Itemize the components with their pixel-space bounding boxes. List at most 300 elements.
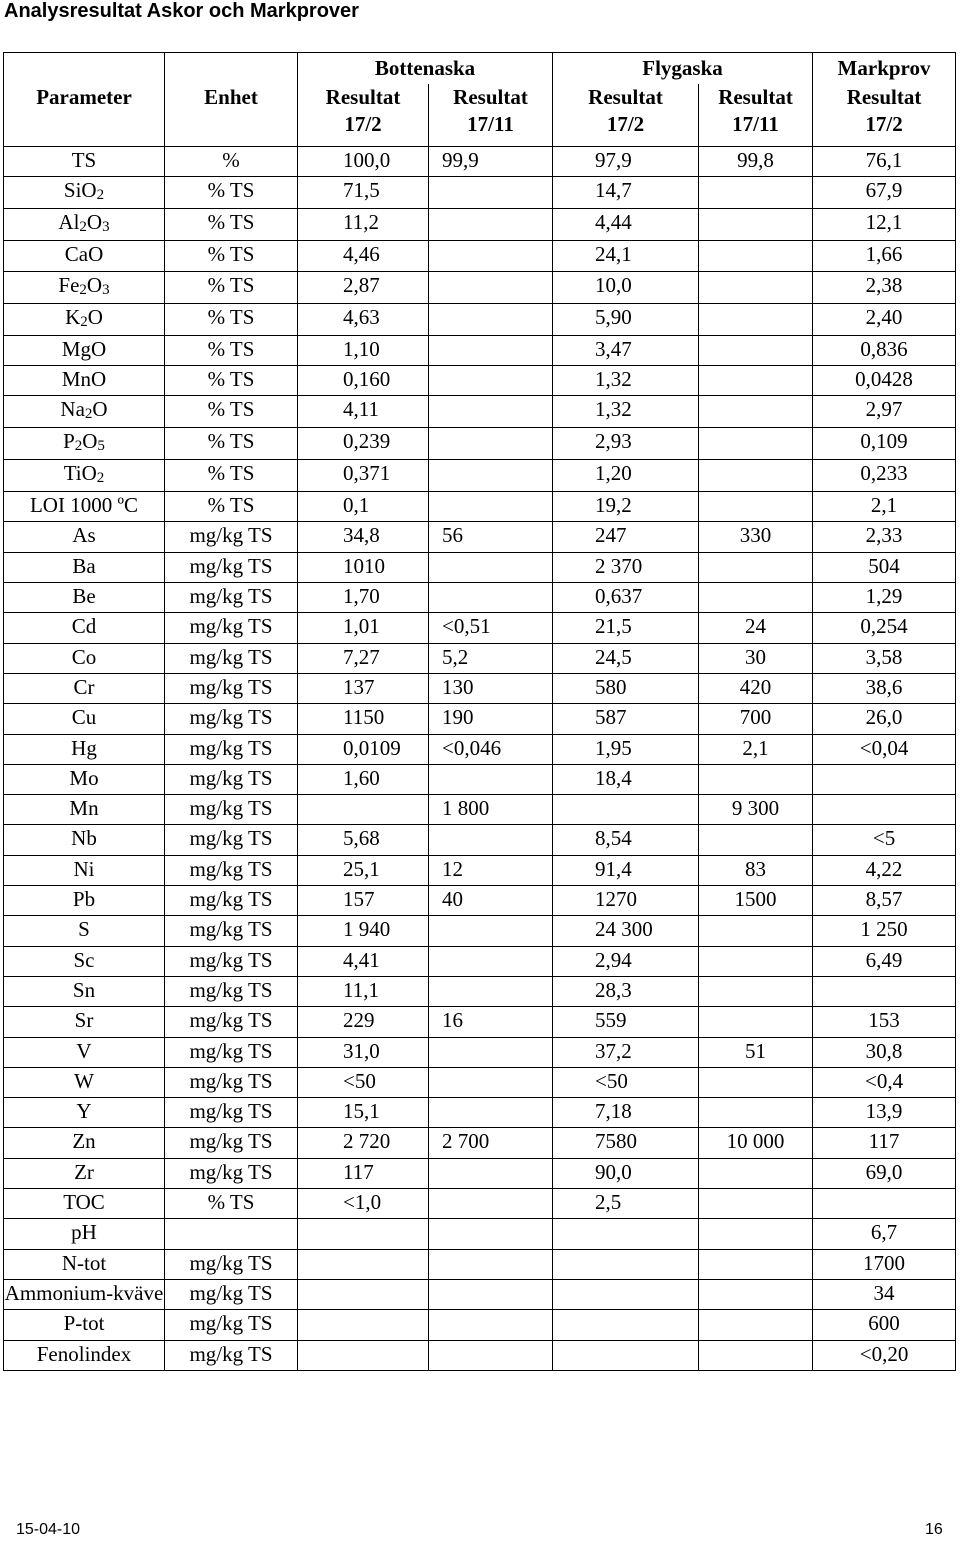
cell-unit: mg/kg TS [165,946,298,976]
cell-parameter: Sr [4,1007,165,1037]
cell-unit: % TS [165,396,298,428]
cell-parameter: Ni [4,855,165,885]
cell-bottenaska-17-11: <0,046 [429,734,553,764]
cell-flygaska-17-11 [699,1067,813,1097]
table-body [4,147,956,1371]
cell-bottenaska-17-2: 4,41 [298,946,429,976]
cell-flygaska-17-11 [699,177,813,209]
cell-markprov-17-2 [813,795,956,825]
cell-unit: % TS [165,303,298,335]
table-row [4,1249,956,1279]
cell-flygaska-17-11: 24 [699,613,813,643]
cell-flygaska-17-11 [699,1007,813,1037]
table-row [4,1007,956,1037]
cell-parameter: Cu [4,704,165,734]
cell-markprov-17-2: 2,1 [813,492,956,522]
cell-parameter: SiO$_2$ [4,177,165,209]
cell-markprov-17-2: 1 250 [813,916,956,946]
table-row [4,271,956,303]
cell-flygaska-17-11: 51 [699,1037,813,1067]
group-markprov: Markprov [813,53,956,85]
cell-bottenaska-17-11: 40 [429,886,553,916]
cell-bottenaska-17-2: 1,10 [298,335,429,365]
table-row [4,177,956,209]
table-header [4,53,956,147]
cell-bottenaska-17-2: 0,0109 [298,734,429,764]
cell-markprov-17-2: <0,20 [813,1340,956,1370]
cell-flygaska-17-2: 1,32 [553,396,699,428]
cell-markprov-17-2: 3,58 [813,643,956,673]
cell-parameter: LOI 1000 ºC [4,492,165,522]
cell-markprov-17-2: 0,109 [813,428,956,460]
cell-unit: mg/kg TS [165,1037,298,1067]
cell-markprov-17-2: 0,836 [813,335,956,365]
cell-flygaska-17-2 [553,1340,699,1370]
table-row [4,396,956,428]
cell-bottenaska-17-11 [429,365,553,395]
cell-flygaska-17-2 [553,1249,699,1279]
cell-markprov-17-2: 2,97 [813,396,956,428]
cell-bottenaska-17-11 [429,1310,553,1340]
table-row [4,886,956,916]
cell-flygaska-17-2: 91,4 [553,855,699,885]
cell-flygaska-17-2: 10,0 [553,271,699,303]
cell-unit: % TS [165,335,298,365]
table-row [4,795,956,825]
cell-flygaska-17-2: 24 300 [553,916,699,946]
cell-flygaska-17-2: <50 [553,1067,699,1097]
cell-parameter: Ba [4,552,165,582]
cell-markprov-17-2 [813,764,956,794]
cell-bottenaska-17-2 [298,1340,429,1370]
cell-flygaska-17-2: 8,54 [553,825,699,855]
cell-markprov-17-2: 2,38 [813,271,956,303]
cell-bottenaska-17-11 [429,428,553,460]
cell-flygaska-17-11 [699,241,813,271]
cell-markprov-17-2: 30,8 [813,1037,956,1067]
table-row [4,1279,956,1309]
cell-flygaska-17-2: 1,32 [553,365,699,395]
cell-parameter: $Na_2O$ [4,396,165,428]
cell-flygaska-17-2: 2,94 [553,946,699,976]
cell-bottenaska-17-11: 130 [429,673,553,703]
cell-unit: % TS [165,1189,298,1219]
cell-flygaska-17-2: 14,7 [553,177,699,209]
cell-markprov-17-2: 2,40 [813,303,956,335]
header-bottenaska-17-11: Resultat 17/11 [429,84,553,147]
cell-bottenaska-17-11 [429,241,553,271]
cell-bottenaska-17-11: 12 [429,855,553,885]
cell-flygaska-17-11 [699,1249,813,1279]
cell-bottenaska-17-2: <1,0 [298,1189,429,1219]
cell-flygaska-17-2: 28,3 [553,976,699,1006]
cell-parameter: Y [4,1098,165,1128]
cell-markprov-17-2: 153 [813,1007,956,1037]
cell-parameter: As [4,522,165,552]
cell-unit: mg/kg TS [165,795,298,825]
cell-flygaska-17-11 [699,1189,813,1219]
table-row [4,209,956,241]
cell-unit: mg/kg TS [165,1279,298,1309]
cell-unit: mg/kg TS [165,1128,298,1158]
cell-parameter: N-tot [4,1249,165,1279]
cell-flygaska-17-2: 37,2 [553,1037,699,1067]
header-markprov-17-2: Resultat 17/2 [813,84,956,147]
table-row [4,613,956,643]
cell-bottenaska-17-2: 11,2 [298,209,429,241]
cell-unit: mg/kg TS [165,825,298,855]
cell-bottenaska-17-2: 2 720 [298,1128,429,1158]
cell-bottenaska-17-11 [429,335,553,365]
table-row [4,428,956,460]
cell-markprov-17-2: <0,04 [813,734,956,764]
cell-unit: mg/kg TS [165,976,298,1006]
cell-flygaska-17-2: 19,2 [553,492,699,522]
cell-parameter: Be [4,583,165,613]
table-row [4,734,956,764]
cell-bottenaska-17-2: 1,70 [298,583,429,613]
table-row [4,1098,956,1128]
cell-markprov-17-2: 34 [813,1279,956,1309]
cell-unit: mg/kg TS [165,764,298,794]
cell-bottenaska-17-2: 157 [298,886,429,916]
table-row [4,492,956,522]
cell-unit: mg/kg TS [165,1249,298,1279]
cell-flygaska-17-2: 7,18 [553,1098,699,1128]
cell-markprov-17-2: 13,9 [813,1098,956,1128]
cell-bottenaska-17-2: 1150 [298,704,429,734]
cell-bottenaska-17-2: 34,8 [298,522,429,552]
cell-parameter: Sc [4,946,165,976]
cell-bottenaska-17-11 [429,552,553,582]
cell-flygaska-17-11: 83 [699,855,813,885]
cell-parameter: MnO [4,365,165,395]
cell-bottenaska-17-11 [429,583,553,613]
cell-flygaska-17-2 [553,1219,699,1249]
cell-bottenaska-17-2: 5,68 [298,825,429,855]
table-row [4,365,956,395]
table-row [4,1219,956,1249]
cell-bottenaska-17-11 [429,1037,553,1067]
cell-unit: mg/kg TS [165,704,298,734]
cell-bottenaska-17-2: 1 940 [298,916,429,946]
cell-markprov-17-2: 117 [813,1128,956,1158]
cell-flygaska-17-11 [699,428,813,460]
table-row [4,303,956,335]
cell-flygaska-17-2: 0,637 [553,583,699,613]
cell-flygaska-17-11 [699,1310,813,1340]
cell-bottenaska-17-11 [429,1249,553,1279]
cell-markprov-17-2: 67,9 [813,177,956,209]
cell-flygaska-17-11 [699,1098,813,1128]
cell-unit: % [165,147,298,177]
table-row [4,1340,956,1370]
cell-unit: mg/kg TS [165,734,298,764]
table-row [4,673,956,703]
cell-bottenaska-17-11 [429,271,553,303]
cell-unit: mg/kg TS [165,916,298,946]
cell-markprov-17-2: <0,4 [813,1067,956,1097]
cell-bottenaska-17-11: 190 [429,704,553,734]
cell-parameter: $P_2O_5$ [4,428,165,460]
header-flygaska-17-11: Resultat 17/11 [699,84,813,147]
cell-bottenaska-17-11: 99,9 [429,147,553,177]
cell-flygaska-17-11 [699,209,813,241]
cell-flygaska-17-11 [699,1340,813,1370]
table-row [4,855,956,885]
cell-parameter: TiO$_2$ [4,460,165,492]
cell-bottenaska-17-11 [429,1279,553,1309]
cell-flygaska-17-2: 21,5 [553,613,699,643]
cell-bottenaska-17-11: 56 [429,522,553,552]
cell-parameter: S [4,916,165,946]
cell-markprov-17-2: 600 [813,1310,956,1340]
cell-flygaska-17-2 [553,795,699,825]
cell-bottenaska-17-2: 11,1 [298,976,429,1006]
cell-flygaska-17-11: 420 [699,673,813,703]
cell-markprov-17-2: 1700 [813,1249,956,1279]
cell-flygaska-17-11 [699,916,813,946]
cell-unit: % TS [165,241,298,271]
cell-unit: % TS [165,428,298,460]
cell-flygaska-17-2: 559 [553,1007,699,1037]
cell-parameter: $Fe_2O_3$ [4,271,165,303]
header-bottenaska-17-2: Resultat 17/2 [298,84,429,147]
cell-flygaska-17-2: 1,20 [553,460,699,492]
cell-markprov-17-2: 1,66 [813,241,956,271]
cell-unit: mg/kg TS [165,1158,298,1188]
cell-bottenaska-17-11: 16 [429,1007,553,1037]
cell-bottenaska-17-2: 71,5 [298,177,429,209]
cell-flygaska-17-2: 247 [553,522,699,552]
cell-bottenaska-17-2: 4,11 [298,396,429,428]
cell-parameter: pH [4,1219,165,1249]
cell-parameter: $Al_2O_3$ [4,209,165,241]
cell-unit: mg/kg TS [165,552,298,582]
cell-unit: mg/kg TS [165,1310,298,1340]
cell-markprov-17-2: 26,0 [813,704,956,734]
cell-unit [165,1219,298,1249]
cell-bottenaska-17-2 [298,1219,429,1249]
table-row [4,643,956,673]
cell-markprov-17-2: 8,57 [813,886,956,916]
cell-parameter: TS [4,147,165,177]
cell-flygaska-17-11: 9 300 [699,795,813,825]
cell-bottenaska-17-2: 1010 [298,552,429,582]
cell-parameter: Hg [4,734,165,764]
cell-parameter: Nb [4,825,165,855]
cell-unit: mg/kg TS [165,1067,298,1097]
table-row [4,335,956,365]
cell-parameter: $K_2O$ [4,303,165,335]
cell-bottenaska-17-2 [298,1310,429,1340]
cell-flygaska-17-2: 18,4 [553,764,699,794]
cell-parameter: Ammonium-kväve [4,1279,165,1309]
table-row [4,241,956,271]
cell-bottenaska-17-11 [429,976,553,1006]
cell-parameter: TOC [4,1189,165,1219]
cell-unit: % TS [165,492,298,522]
cell-markprov-17-2: 38,6 [813,673,956,703]
cell-markprov-17-2: 1,29 [813,583,956,613]
cell-unit: % TS [165,209,298,241]
group-bottenaska: Bottenaska [298,53,553,85]
cell-flygaska-17-2: 24,5 [553,643,699,673]
cell-markprov-17-2: 12,1 [813,209,956,241]
cell-bottenaska-17-11 [429,1098,553,1128]
cell-markprov-17-2: 0,0428 [813,365,956,395]
cell-parameter: Zr [4,1158,165,1188]
cell-bottenaska-17-11 [429,1189,553,1219]
cell-bottenaska-17-11 [429,177,553,209]
header-enhet: Enhet [165,84,298,147]
cell-flygaska-17-2: 587 [553,704,699,734]
cell-bottenaska-17-2: 137 [298,673,429,703]
cell-parameter: Cd [4,613,165,643]
cell-markprov-17-2: 76,1 [813,147,956,177]
cell-parameter: P-tot [4,1310,165,1340]
cell-bottenaska-17-11 [429,303,553,335]
cell-bottenaska-17-2 [298,795,429,825]
table-row [4,946,956,976]
table-row [4,1067,956,1097]
table-row [4,704,956,734]
header-parameter: Parameter [4,84,165,147]
cell-bottenaska-17-2: 229 [298,1007,429,1037]
cell-bottenaska-17-11: 1 800 [429,795,553,825]
cell-flygaska-17-11 [699,552,813,582]
cell-bottenaska-17-11 [429,1158,553,1188]
cell-unit: mg/kg TS [165,673,298,703]
cell-unit: % TS [165,365,298,395]
cell-unit: % TS [165,460,298,492]
cell-flygaska-17-11: 10 000 [699,1128,813,1158]
cell-bottenaska-17-11 [429,1219,553,1249]
table-row [4,1037,956,1067]
cell-parameter: CaO [4,241,165,271]
table-row [4,1310,956,1340]
cell-flygaska-17-11 [699,583,813,613]
cell-flygaska-17-2: 1,95 [553,734,699,764]
cell-markprov-17-2 [813,976,956,1006]
cell-flygaska-17-2: 4,44 [553,209,699,241]
cell-markprov-17-2: 504 [813,552,956,582]
cell-bottenaska-17-11 [429,1067,553,1097]
cell-parameter: Fenolindex [4,1340,165,1370]
cell-bottenaska-17-2 [298,1279,429,1309]
cell-flygaska-17-11 [699,946,813,976]
cell-flygaska-17-2: 5,90 [553,303,699,335]
cell-flygaska-17-11 [699,825,813,855]
cell-flygaska-17-2: 90,0 [553,1158,699,1188]
cell-flygaska-17-11: 330 [699,522,813,552]
cell-bottenaska-17-11: 5,2 [429,643,553,673]
cell-flygaska-17-11 [699,335,813,365]
cell-flygaska-17-11: 700 [699,704,813,734]
cell-bottenaska-17-11 [429,764,553,794]
cell-bottenaska-17-2: 0,160 [298,365,429,395]
cell-flygaska-17-11 [699,396,813,428]
cell-bottenaska-17-11: <0,51 [429,613,553,643]
cell-bottenaska-17-2: 25,1 [298,855,429,885]
cell-flygaska-17-2: 2,93 [553,428,699,460]
cell-unit: mg/kg TS [165,1340,298,1370]
cell-bottenaska-17-2: 7,27 [298,643,429,673]
cell-markprov-17-2: 0,233 [813,460,956,492]
cell-parameter: Cr [4,673,165,703]
table-row [4,1128,956,1158]
cell-bottenaska-17-11 [429,916,553,946]
table-row [4,460,956,492]
table-row [4,1189,956,1219]
cell-parameter: Zn [4,1128,165,1158]
cell-unit: mg/kg TS [165,522,298,552]
cell-bottenaska-17-2: 15,1 [298,1098,429,1128]
cell-unit: mg/kg TS [165,886,298,916]
table-row [4,583,956,613]
cell-parameter: Co [4,643,165,673]
cell-bottenaska-17-2: 117 [298,1158,429,1188]
table-row [4,916,956,946]
cell-bottenaska-17-2: 0,1 [298,492,429,522]
cell-unit: mg/kg TS [165,855,298,885]
cell-flygaska-17-11 [699,1219,813,1249]
cell-bottenaska-17-11: 2 700 [429,1128,553,1158]
cell-bottenaska-17-2 [298,1249,429,1279]
cell-bottenaska-17-11 [429,492,553,522]
cell-markprov-17-2 [813,1189,956,1219]
cell-bottenaska-17-2: 1,60 [298,764,429,794]
cell-flygaska-17-11 [699,976,813,1006]
cell-bottenaska-17-2: 100,0 [298,147,429,177]
cell-bottenaska-17-11 [429,946,553,976]
cell-markprov-17-2: 6,7 [813,1219,956,1249]
cell-unit: mg/kg TS [165,613,298,643]
cell-markprov-17-2: 6,49 [813,946,956,976]
table-row [4,522,956,552]
cell-bottenaska-17-2: 4,63 [298,303,429,335]
cell-bottenaska-17-2: 0,239 [298,428,429,460]
cell-bottenaska-17-11 [429,825,553,855]
cell-markprov-17-2: 0,254 [813,613,956,643]
footer-date: 15-04-10 [16,1521,81,1538]
cell-bottenaska-17-11 [429,396,553,428]
cell-parameter: Mn [4,795,165,825]
cell-flygaska-17-11: 30 [699,643,813,673]
cell-flygaska-17-11: 99,8 [699,147,813,177]
cell-unit: mg/kg TS [165,583,298,613]
cell-parameter: W [4,1067,165,1097]
cell-flygaska-17-2 [553,1279,699,1309]
cell-parameter: MgO [4,335,165,365]
cell-flygaska-17-11: 2,1 [699,734,813,764]
cell-bottenaska-17-2: <50 [298,1067,429,1097]
cell-flygaska-17-11 [699,271,813,303]
cell-bottenaska-17-2: 2,87 [298,271,429,303]
cell-bottenaska-17-2: 31,0 [298,1037,429,1067]
cell-unit: mg/kg TS [165,1007,298,1037]
cell-markprov-17-2: 2,33 [813,522,956,552]
page-number: 16 [925,1521,943,1538]
cell-parameter: Mo [4,764,165,794]
cell-parameter: V [4,1037,165,1067]
cell-flygaska-17-2: 24,1 [553,241,699,271]
header-spacer [4,53,165,85]
cell-unit: % TS [165,177,298,209]
cell-flygaska-17-2: 580 [553,673,699,703]
cell-bottenaska-17-2: 4,46 [298,241,429,271]
cell-markprov-17-2: 4,22 [813,855,956,885]
